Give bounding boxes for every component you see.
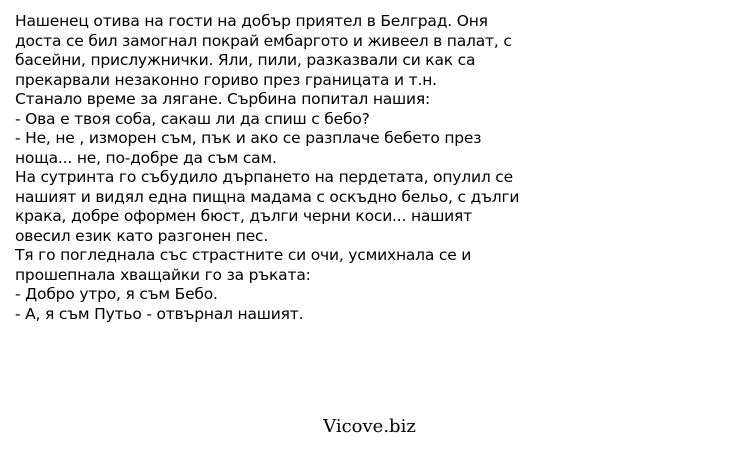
joke-line: - Добро утро, я съм Бебо.: [15, 285, 218, 303]
joke-line: нашият и видял една пищна мадама с оскъдно бельо, с дълги: [15, 187, 520, 206]
joke-line: овесил език като разгонен пес.: [15, 226, 269, 245]
joke-line: Нашенец отива на гости на добър приятел в Белград. Оня: [15, 12, 488, 30]
joke-line: - Не, не , изморен съм, пък и ако се разплаче бебето през: [15, 129, 482, 147]
joke-line: - А, я съм Путьо - отвърнал нашият.: [15, 304, 304, 323]
joke-line: Тя го погледнала със страстните си очи, усмихнала се и: [15, 246, 472, 264]
joke-line: доста се бил замогнал покрай ембаргото и живеел в палат, с: [15, 31, 512, 50]
footer-brand: Vicove.biz: [323, 416, 416, 437]
joke-line: прошепнала хващайки го за ръката:: [15, 265, 311, 284]
joke-line: Станало време за лягане. Сърбина попитал нашия:: [15, 90, 431, 108]
joke-text: [15, 12, 730, 324]
joke-line: ноща... не, по-добре да съм сам.: [15, 148, 277, 167]
joke-line: - Ова е твоя соба, сакаш ли да спиш с бебо?: [15, 109, 370, 128]
joke-line: басейни, прислужнички. Яли, пили, разказвали си как са: [15, 51, 476, 69]
joke-line: На сутринта го събудило дърпането на пердетата, опулил се: [15, 168, 513, 186]
joke-line: прекарвали незаконно гориво през границата и т.н.: [15, 70, 437, 89]
joke-line: крака, добре оформен бюст, дълги черни коси... нашият: [15, 207, 473, 225]
